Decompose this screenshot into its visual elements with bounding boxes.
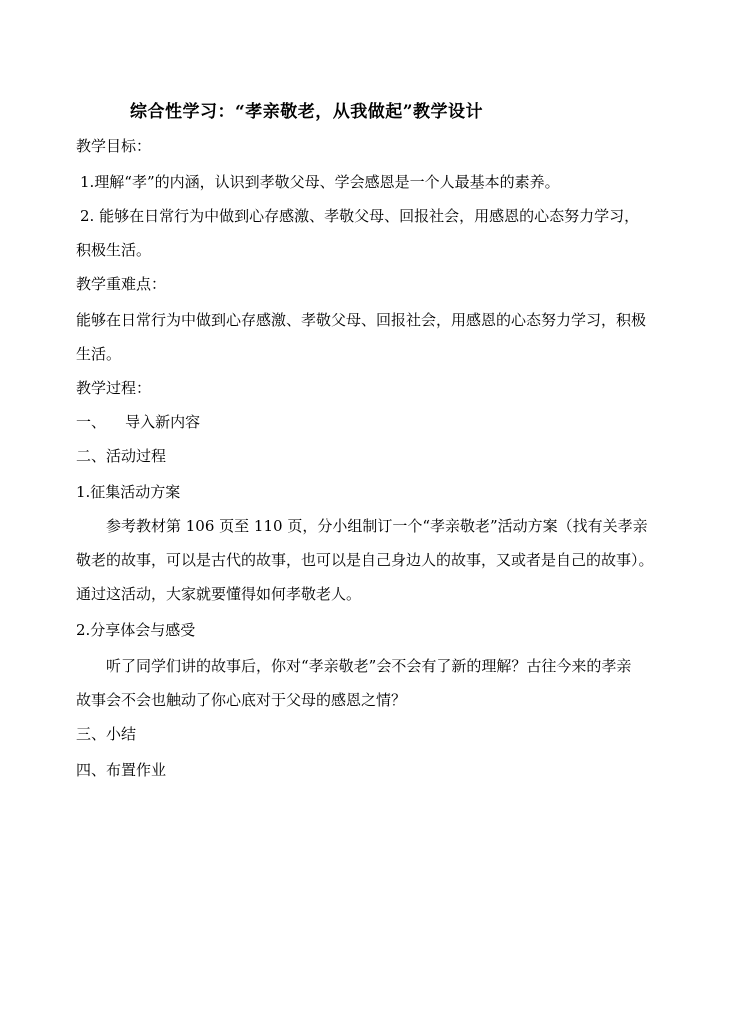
sub-step-1-line-3: 通过这活动，大家就要懂得如何孝敬老人。 (76, 585, 362, 603)
objective-item-1: 1.理解“孝”的内涵，认识到孝敬父母、学会感恩是一个人最基本的素养。 (80, 173, 560, 191)
process-heading: 教学过程： (76, 379, 152, 397)
objective-item-2-line-2: 积极生活。 (76, 241, 152, 259)
step-1: 一、 导入新内容 (76, 413, 201, 431)
sub-step-2-heading: 2.分享体会与感受 (76, 621, 196, 639)
sub-step-1-heading: 1.征集活动方案 (76, 483, 181, 501)
objectives-heading: 教学目标： (76, 137, 152, 155)
sub-step-1-line-2: 敬老的故事，可以是古代的故事，也可以是自己身边人的故事，又或者是自己的故事）。 (76, 551, 654, 569)
step-3: 三、小结 (76, 725, 137, 743)
key-points-line-2: 生活。 (76, 345, 122, 363)
sub-step-2-line-1: 听了同学们讲的故事后，你对“孝亲敬老”会不会有了新的理解？古往今来的孝亲 (106, 657, 632, 675)
key-points-line-1: 能够在日常行为中做到心存感激、孝敬父母、回报社会，用感恩的心态努力学习，积极 (76, 311, 647, 329)
key-points-heading: 教学重难点： (76, 275, 167, 293)
objective-item-2-line-1: 2. 能够在日常行为中做到心存感激、孝敬父母、回报社会，用感恩的心态努力学习， (80, 207, 640, 225)
step-4: 四、布置作业 (76, 761, 167, 779)
sub-step-1-line-1: 参考教材第 106 页至 110 页，分小组制订一个“孝亲敬老”活动方案（找有关孝亲 (106, 517, 648, 535)
sub-step-2-line-2: 故事会不会也触动了你心底对于父母的感恩之情？ (76, 691, 407, 709)
document-title: 综合性学习：“孝亲敬老，从我做起”教学设计 (130, 102, 484, 122)
step-2: 二、活动过程 (76, 447, 167, 465)
